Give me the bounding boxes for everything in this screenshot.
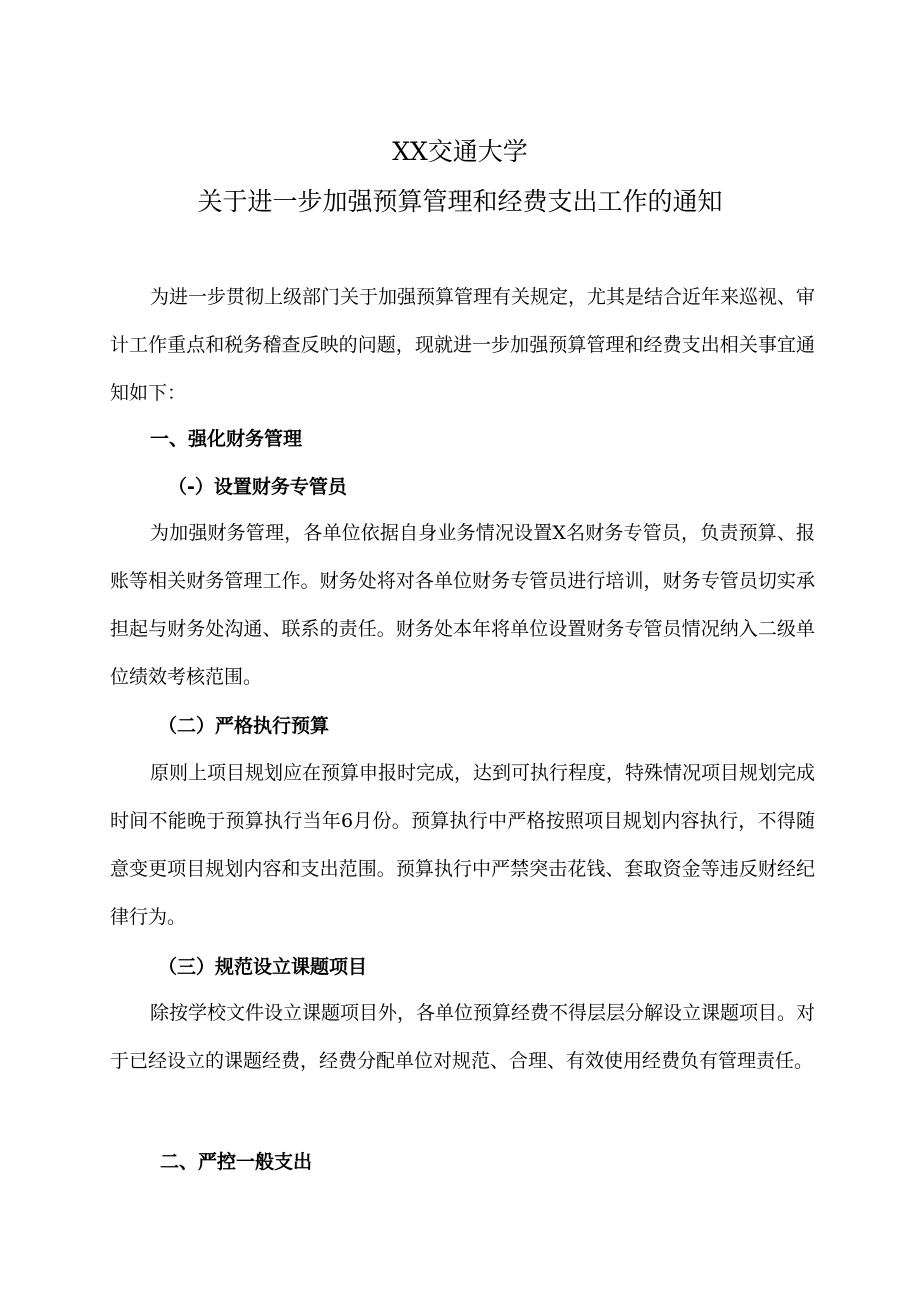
subsection-paragraph-1-2: 原则上项目规划应在预算申报时完成，达到可执行程度，特殊情况项目规划完成时间不能晚于预算执行当年6月份。预算执行中严格按照项目规划内容执行，不得随意变更项目规划内容和支出范围。预算执行中严禁突击花钱、套取资金等违反财经纪律行为。 bbox=[110, 762, 816, 928]
subsection-heading-1-3: （三）规范设立课题项目 bbox=[158, 956, 368, 978]
subsection-heading-1-1: （-）设置财务专管员 bbox=[168, 476, 347, 498]
subsection-paragraph-1-1: 为加强财务管理，各单位依据自身业务情况设置X名财务专管员，负责预算、报账等相关财务管理工作。财务处将对各单位财务专管员进行培训，财务专管员切实承担起与财务处沟通、联系的责任。财务处本年将单位设置财务专管员情况纳入二级单位绩效考核范围。 bbox=[110, 522, 815, 688]
intro-paragraph: 为进一步贯彻上级部门关于加强预算管理有关规定，尤其是结合近年来巡视、审计工作重点和税务稽查反映的问题，现就进一步加强预算管理和经费支出相关事宜通知如下： bbox=[110, 286, 816, 404]
subsection-paragraph-1-3: 除按学校文件设立课题项目外，各单位预算经费不得层层分解设立课题项目。对于已经设立的课题经费，经费分配单位对规范、合理、有效使用经费负有管理责任。 bbox=[110, 1002, 816, 1072]
section-heading-2: 二、严控一般支出 bbox=[160, 1151, 313, 1173]
document-title-subject: 关于进一步加强预算管理和经费支出工作的通知 bbox=[197, 187, 723, 216]
document-title-institution: XX交通大学 bbox=[392, 137, 528, 166]
subsection-heading-1-2: （二）严格执行预算 bbox=[158, 715, 330, 737]
section-heading-1: 一、强化财务管理 bbox=[150, 428, 303, 450]
